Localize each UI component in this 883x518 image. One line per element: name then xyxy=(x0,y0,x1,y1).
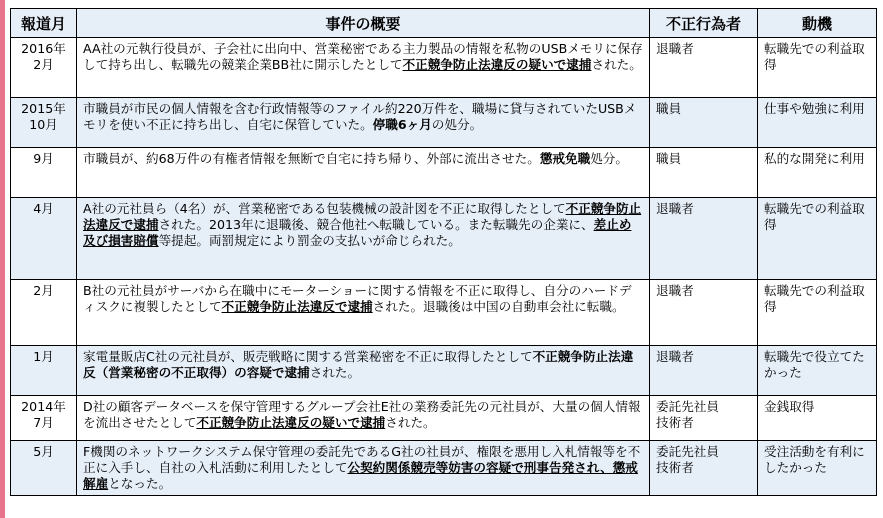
summary-text: 市職員が市民の個人情報を含む行政情報等のファイル約220万件を、職場に貸与されていたUSBメモリを使い不正に持ち出し、自宅に保管していた。 xyxy=(83,101,637,132)
summary-text: 家電量販店C社の元社員が、販売戦略に関する営業秘密を不正に取得したとして xyxy=(83,349,533,364)
report-month-cell: 2015年 10月 xyxy=(11,98,77,148)
emphasized-text: 不正競争防止法違反の疑いで逮捕 xyxy=(196,415,386,430)
left-accent-bar xyxy=(0,0,5,518)
summary-text: となった。 xyxy=(108,476,172,491)
emphasized-text: 公契約関係競売等妨害の容疑で刑事告発され、懲戒解雇 xyxy=(83,460,638,491)
motive-cell: 転職先での利益取得 xyxy=(758,198,877,280)
summary-text: 等提起。両罰規定により罰金の支払いが命じられた。 xyxy=(158,233,461,248)
summary-text: F機関のネットワークシステム保守管理の委託先であるG社の社員が、権限を悪用し入札情報等を不正に入手し、自社の入札活動に利用したとして xyxy=(83,444,641,475)
report-month-cell: 2016年 2月 xyxy=(11,38,77,98)
motive-cell: 仕事や勉強に利用 xyxy=(758,98,877,148)
table-header-row xyxy=(11,9,877,38)
incident-summary-cell xyxy=(77,441,650,496)
table-row xyxy=(11,346,877,396)
emphasized-text: 不正競争防止法違反で逮捕 xyxy=(221,299,373,314)
emphasized-text: 不正競争防止法違反の疑いで逮捕 xyxy=(402,57,592,72)
perpetrator-cell: 職員 xyxy=(650,98,758,148)
summary-text: 処分。 xyxy=(590,151,628,166)
table-row xyxy=(11,396,877,441)
incident-summary-cell xyxy=(77,148,650,198)
incident-summary-cell xyxy=(77,396,650,441)
summary-text: 市職員が、約68万件の有権者情報を無断で自宅に持ち帰り、外部に流出させた。 xyxy=(83,151,540,166)
report-month-cell: 1月 xyxy=(11,346,77,396)
incident-summary-cell xyxy=(77,98,650,148)
summary-text: A社の元社員ら（4名）が、営業秘密である包装機械の設計図を不正に取得したとして xyxy=(83,201,566,216)
emphasized-text: 停職6ヶ月 xyxy=(372,117,432,132)
motive-cell: 転職先での利益取得 xyxy=(758,38,877,98)
header-perpetrator: 不正行為者 xyxy=(650,9,758,38)
summary-text: AA社の元執行役員が、子会社に出向中、営業秘密である主力製品の情報を私物のUSBメモリに保存して持ち出し、転職先の競業企業BB社に開示したとして xyxy=(83,41,643,72)
report-month-cell: 4月 xyxy=(11,198,77,280)
summary-text: の処分。 xyxy=(431,117,483,132)
motive-cell: 転職先で役立てたかった xyxy=(758,346,877,396)
perpetrator-cell: 委託先社員 技術者 xyxy=(650,396,758,441)
emphasized-text: 差止め及び損害賠償 xyxy=(83,217,632,248)
summary-text: B社の元社員がサーバから在職中にモーターショーに関する情報を不正に取得し、自分のハードディスクに複製したとして xyxy=(83,283,632,314)
header-motive: 動機 xyxy=(758,9,877,38)
emphasized-text: 不正競争防止法違反で逮捕 xyxy=(83,201,642,232)
emphasized-text: 不正競争防止法違反（営業秘密の不正取得）の容疑で逮捕 xyxy=(83,349,634,380)
summary-text: された。 xyxy=(309,365,361,380)
incident-summary-cell xyxy=(77,280,650,346)
perpetrator-cell: 退職者 xyxy=(650,280,758,346)
summary-text: された。退職後は中国の自動車会社に転職。 xyxy=(372,299,625,314)
incident-summary-cell xyxy=(77,198,650,280)
header-report-month: 報道月 xyxy=(11,9,77,38)
incident-summary-cell xyxy=(77,38,650,98)
table-row xyxy=(11,38,877,98)
table-row xyxy=(11,98,877,148)
report-month-cell: 2月 xyxy=(11,280,77,346)
summary-text: された。 xyxy=(385,415,436,430)
table-row xyxy=(11,280,877,346)
table-row xyxy=(11,198,877,280)
motive-cell: 受注活動を有利にしたかった xyxy=(758,441,877,496)
header-incident-summary: 事件の概要 xyxy=(77,9,650,38)
perpetrator-cell: 退職者 xyxy=(650,198,758,280)
perpetrator-cell: 退職者 xyxy=(650,346,758,396)
summary-text: された。2013年に退職後、競合他社へ転職している。また転職先の企業に、 xyxy=(158,217,594,232)
table-body xyxy=(11,38,877,496)
table-row xyxy=(11,148,877,198)
report-month-cell: 5月 xyxy=(11,441,77,496)
report-month-cell: 9月 xyxy=(11,148,77,198)
motive-cell: 私的な開発に利用 xyxy=(758,148,877,198)
summary-text: された。 xyxy=(591,57,642,72)
perpetrator-cell: 職員 xyxy=(650,148,758,198)
summary-text: D社の顧客データベースを保守管理するグループ会社E社の業務委託先の元社員が、大量の個人情報を流出させたとして xyxy=(83,399,641,430)
motive-cell: 転職先での利益取得 xyxy=(758,280,877,346)
table-row xyxy=(11,441,877,496)
incident-table-wrapper xyxy=(10,8,876,496)
incident-table xyxy=(10,8,877,496)
incident-summary-cell xyxy=(77,346,650,396)
emphasized-text: 懲戒免職 xyxy=(539,151,591,166)
motive-cell: 金銭取得 xyxy=(758,396,877,441)
perpetrator-cell: 退職者 xyxy=(650,38,758,98)
report-month-cell: 2014年 7月 xyxy=(11,396,77,441)
perpetrator-cell: 委託先社員 技術者 xyxy=(650,441,758,496)
